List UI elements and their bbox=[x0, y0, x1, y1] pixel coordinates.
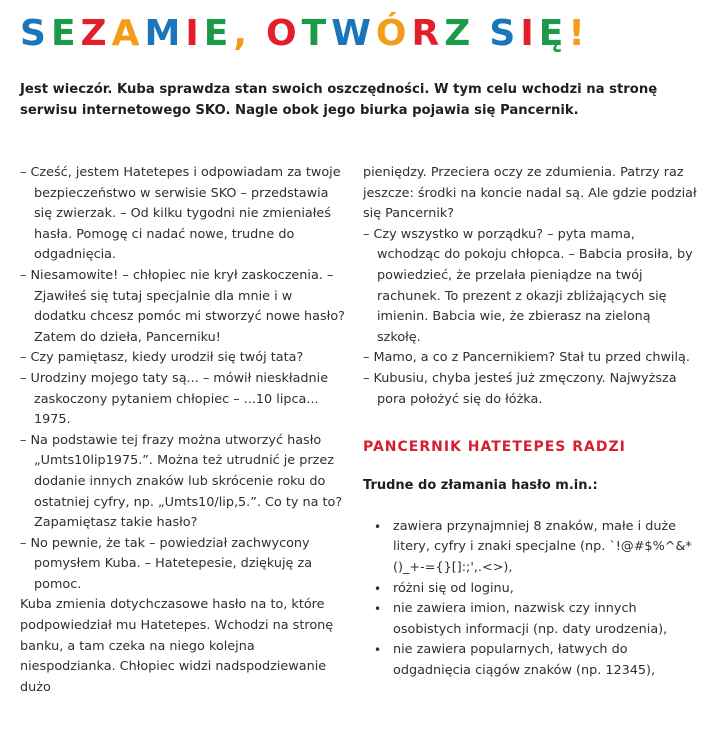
narration-paragraph: Kuba zmienia dotychczasowe hasło na to, które podpowiedział mu Hatetepes. Wchodzi na stronę banku, a tam czeka na niego kolejna niespodzianka. Chłopiec widzi nadspodziewanie dużo bbox=[20, 597, 334, 695]
bullet-icon: • bbox=[374, 581, 382, 596]
lead-paragraph: Jest wieczór. Kuba sprawdza stan swoich oszczędności. W tym celu wchodzi na stronę serwisu internetowego SKO. Nagle obok jego biurka pojawia się Pancernik. bbox=[20, 82, 658, 118]
title-letter: R bbox=[411, 13, 445, 54]
tips-subheading: Trudne do złamania hasło m.in.: bbox=[363, 478, 598, 494]
tip-text: nie zawiera popularnych, łatwych do odgadnięcia ciągów znaków (np. 12345), bbox=[393, 642, 656, 678]
title-letter: Ę bbox=[538, 13, 569, 54]
list-item bbox=[363, 599, 698, 640]
title-letter: S bbox=[489, 13, 521, 54]
list-item bbox=[363, 579, 698, 600]
dialogue-line: – Na podstawie tej frazy można utworzyć hasło „Umts10lip1975.”. Można też utrudnić je przez dodanie innych znaków lub skrócenie roku do ostatniej cyfry, np. „Umts10/lip,5.”. Co ty na to? Zapamiętasz takie hasło? bbox=[20, 432, 343, 531]
title-letter: , bbox=[233, 13, 253, 54]
page-title bbox=[20, 12, 590, 56]
title-letter: E bbox=[50, 13, 81, 54]
title-letter: T bbox=[301, 13, 332, 54]
title-letter: O bbox=[266, 13, 302, 54]
right-column bbox=[363, 163, 698, 681]
title-letter: A bbox=[111, 13, 145, 54]
title-letter: M bbox=[144, 13, 186, 54]
tip-text: różni się od loginu, bbox=[393, 580, 514, 596]
bullet-icon: • bbox=[374, 519, 382, 534]
title-letter: W bbox=[331, 13, 376, 54]
title-letter: Ó bbox=[375, 13, 412, 54]
tips-list bbox=[363, 517, 698, 682]
title-letter: I bbox=[520, 13, 539, 54]
list-item bbox=[363, 517, 698, 579]
bullet-icon: • bbox=[374, 602, 382, 617]
tip-text: nie zawiera imion, nazwisk czy innych osobistych informacji (np. daty urodzenia), bbox=[393, 601, 668, 637]
list-item bbox=[363, 640, 698, 681]
dialogue-line: – No pewnie, że tak – powiedział zachwycony pomysłem Kuba. – Hatetepesie, dziękuję za pomoc. bbox=[20, 535, 313, 592]
title-letter: Z bbox=[444, 13, 476, 54]
tip-text: zawiera przynajmniej 8 znaków, małe i duże litery, cyfry i znaki specjalne (np. `!@#$%^&*()_+-={}[]:;',.<>), bbox=[393, 518, 692, 575]
narration-paragraph: pieniędzy. Przeciera oczy ze zdumienia. Patrzy raz jeszcze: środki na koncie nadal są. Ale gdzie podział się Pancernik? bbox=[363, 165, 697, 222]
title-letter: E bbox=[203, 13, 234, 54]
dialogue-line: – Czy wszystko w porządku? – pyta mama, wchodząc do pokoju chłopca. – Babcia prosiła, by powiedzieć, że przelała pieniądze na twój rachunek. To prezent z okazji zbliżających się imienin. Babcia wie, że zbierasz na zieloną szkołę. bbox=[363, 226, 693, 345]
title-letter: Z bbox=[80, 13, 112, 54]
dialogue-line: – Czy pamiętasz, kiedy urodził się twój tata? bbox=[20, 350, 304, 366]
left-column bbox=[20, 163, 345, 698]
dialogue-line: – Cześć, jestem Hatetepes i odpowiadam za twoje bezpieczeństwo w serwisie SKO – przedstawia się zwierzak. – Od kilku tygodni nie zmieniałeś hasła. Pomogę ci nadać nowe, trudne do odgadnięcia. bbox=[20, 165, 341, 263]
title-letter: S bbox=[20, 13, 51, 54]
dialogue-line: – Kubusiu, chyba jesteś już zmęczony. Najwyższa pora położyć się do łóżka. bbox=[363, 370, 677, 407]
bullet-icon: • bbox=[374, 643, 382, 658]
dialogue-line: – Mamo, a co z Pancernikiem? Stał tu przed chwilą. bbox=[363, 350, 690, 366]
title-letter: I bbox=[185, 13, 204, 54]
dialogue-line: – Niesamowite! – chłopiec nie krył zaskoczenia. – Zjawiłeś się tutaj specjalnie dla mnie i w dodatku chcesz pomóc mi stworzyć nowe hasło? Zatem do dzieła, Pancerniku! bbox=[20, 267, 345, 345]
tips-heading: PANCERNIK HATETEPES RADZI bbox=[363, 439, 626, 456]
dialogue-line: – Urodziny mojego taty są... – mówił nieskładnie zaskoczony pytaniem chłopiec – ...10 lipca... 1975. bbox=[20, 370, 329, 428]
title-letter: ! bbox=[568, 13, 590, 54]
